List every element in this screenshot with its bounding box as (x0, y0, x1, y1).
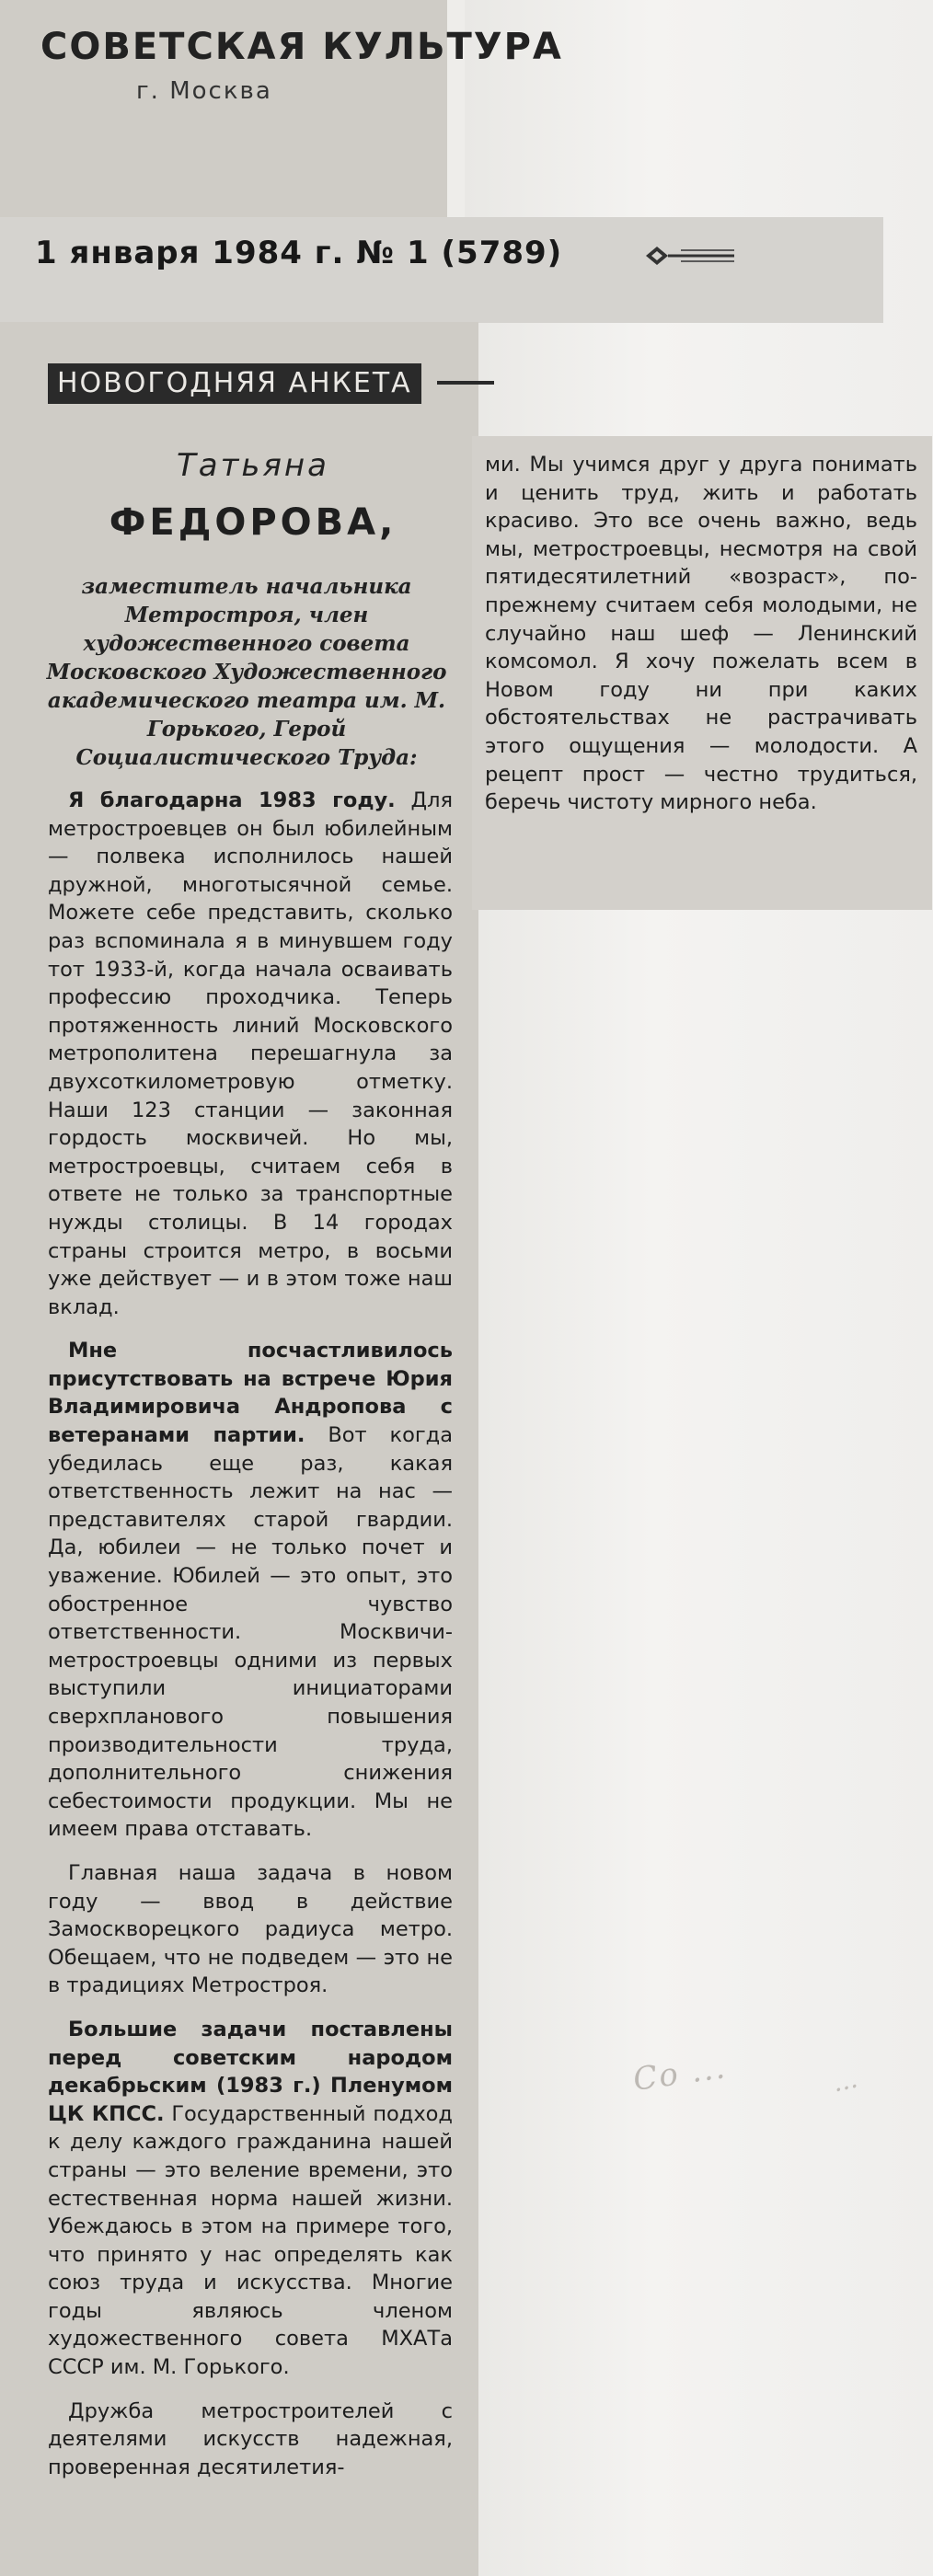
author-bio: заместитель начальника Метростроя, член художественного совета Московского Художественного академического театра им. М. Горького, Герой Социалистического Труда: (46, 574, 447, 770)
paragraph-1-body: Для метростроевцев он был юбилейным — полвека исполнилось нашей дружной, многотысячной семье. Можете себе представить, сколько раз вспоминала я в минувшем году тот 1933-й, когда начала осваивать профессию проходчика. Теперь протяженность линий Московского метрополитена перешагнула за двухсоткилометровую отметку. Наши 123 станции — законная гордость москвичей. Но мы, метростроевцы, считаем себя в ответе не только за транспортные нужды столицы. В 14 городах страны строится метро, в восьми уже действует — и в этом тоже наш вклад. (48, 788, 453, 1319)
paragraph-4-lead: Большие задачи поставлены перед советским народом декабрьским (1983 г.) Пленумом ЦК КПСС. (48, 2017, 453, 2126)
rubric-label: НОВОГОДНЯЯ АНКЕТА (48, 363, 421, 404)
newspaper-city: г. Москва (136, 77, 272, 105)
mount-sheet-right (465, 0, 933, 2576)
paragraph-5-end: ми. Мы учимся друг у друга понимать и ценить труд, жить и работать красиво. Это все очень важно, ведь мы, метростроевцы, несмотря на свой пятидесятилетний «возраст», по-прежнему считаем себя молодыми, не случайно наш шеф — Ленинский комсомол. Я хочу пожелать всем в Новом году ни при каких обстоятельствах не растрачивать этого ощущения — молодости. А рецепт прост — честно трудиться, беречь чистоту мирного неба. (485, 453, 917, 815)
article-column-right (485, 451, 917, 833)
rubric-rule (437, 381, 494, 385)
ornament-icon (644, 244, 736, 268)
paragraph-1 (48, 787, 453, 1321)
article-column-left (48, 787, 453, 2497)
paragraph-4-body: Государственный подход к делу каждого гражданина нашей страны — это веление времени, это естественная норма нашей жизни. Убеждаюсь в этом на примере того, что принято у нас определять как союз труда и искусства. Многие годы являюсь членом художественного совета МХАТа СССР им. М. Горького. (48, 2101, 453, 2380)
paragraph-5-start: Дружба метростроителей с деятелями искусств надежная, проверенная десятилетия- (48, 2398, 453, 2479)
author-last-name: ФЕДОРОВА, (109, 501, 397, 544)
handwritten-note: Со ... (630, 2049, 730, 2099)
newspaper-title: СОВЕТСКАЯ КУЛЬТУРА (40, 26, 563, 68)
paragraph-2-body: Вот когда убедилась еще раз, какая ответственность лежит на нас — представителях старой гвардии. Да, юбилеи — не только почет и уважение. Юбилей — это опыт, это обостренное чувство ответственности. Москвичи-метростроевцы одними из первых выступили инициаторами сверхпланового повышения производительности труда, дополнительного снижения себестоимости продукции. Мы не имеем права отставать. (48, 1423, 453, 1842)
handwritten-note-2: ... (829, 2063, 860, 2099)
paragraph-2 (48, 1337, 453, 1844)
paragraph-1-lead: Я благодарна 1983 году. (68, 788, 396, 812)
paragraph-2-lead: Мне посчастливилось присутствовать на встрече Юрия Владимировича Андропова с ветеранами партии. (48, 1339, 453, 1448)
issue-dateline: 1 января 1984 г. № 1 (5789) (35, 235, 563, 271)
paragraph-4 (48, 2016, 453, 2382)
paragraph-3: Главная наша задача в новом году — ввод в действие Замоскворецкого радиуса метро. Обещаем, что не подведем — это не в традициях Метростроя. (48, 1860, 453, 1998)
author-first-name: Татьяна (177, 447, 329, 484)
